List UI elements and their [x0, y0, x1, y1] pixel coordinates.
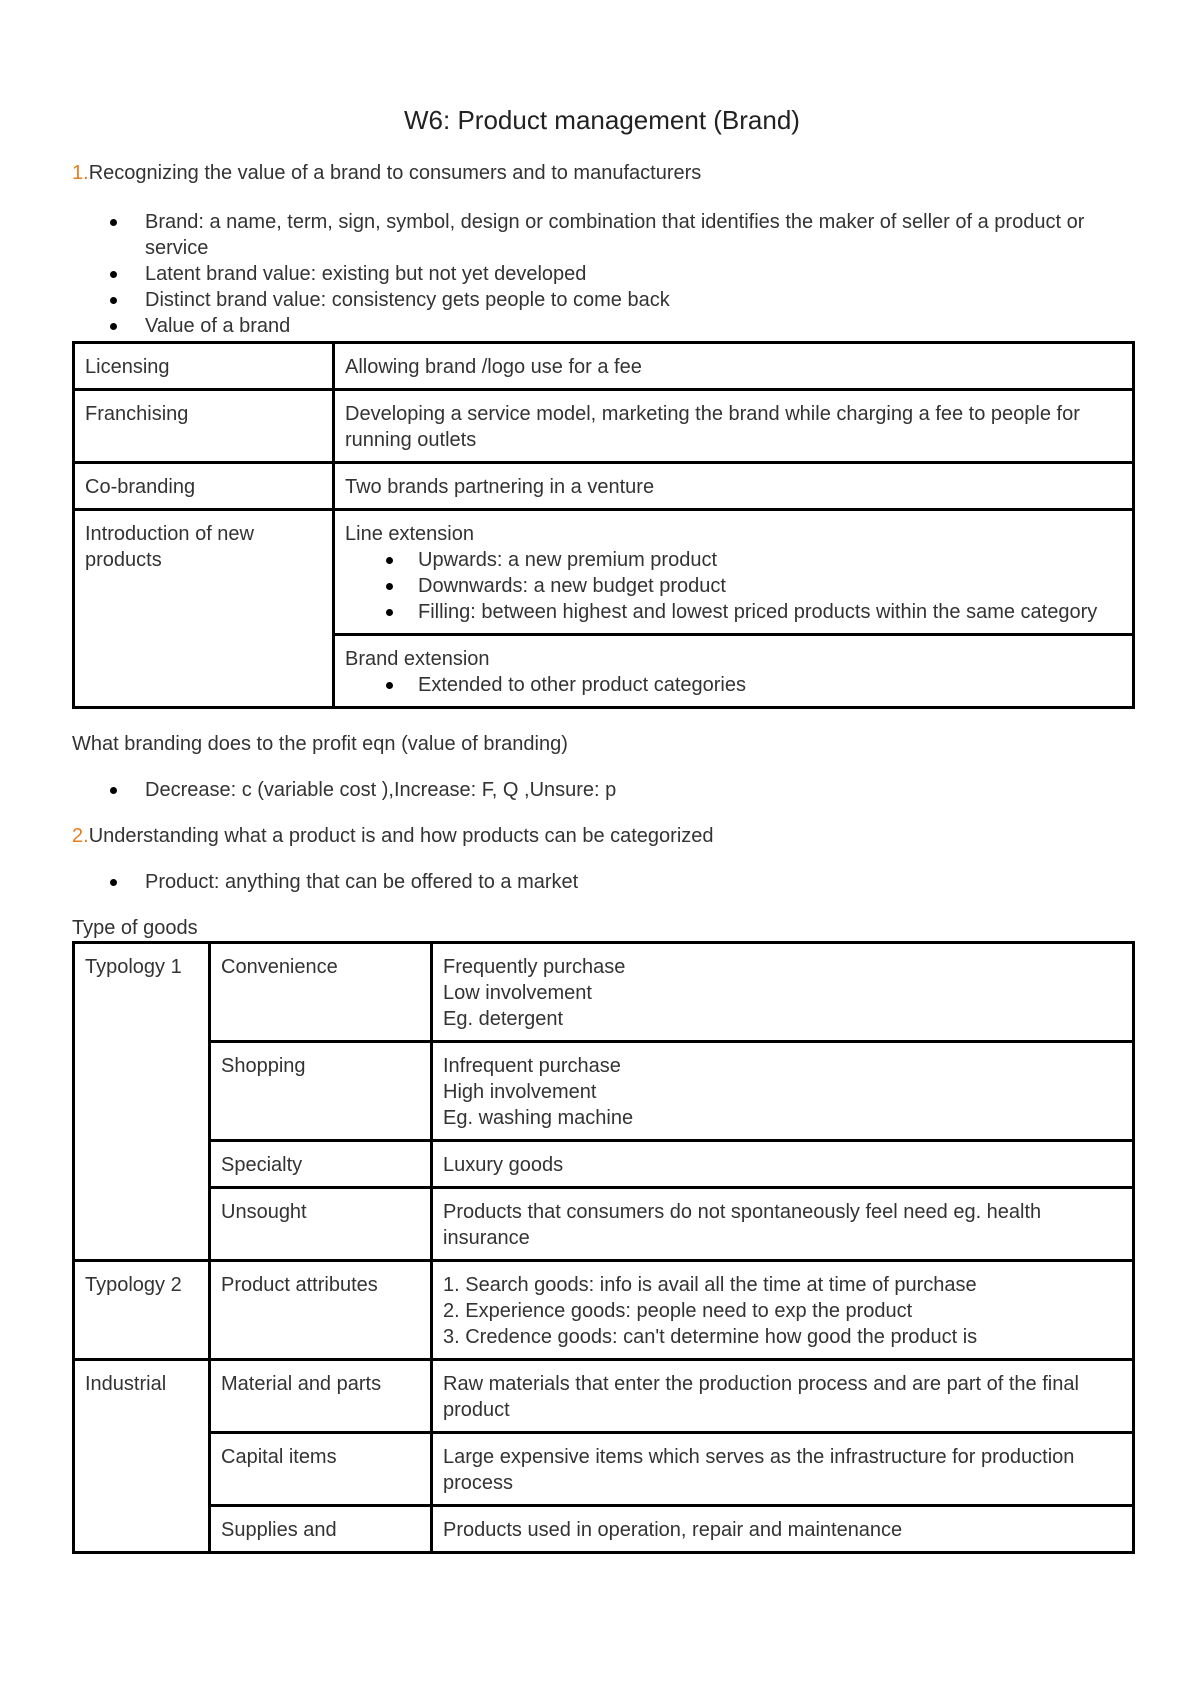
table-row: [74, 1188, 1134, 1261]
cell-line: 3. Credence goods: can't determine how good the product is: [443, 1326, 978, 1348]
list-item: Distinct brand value: consistency gets people to come back: [72, 287, 1132, 313]
cell-line: Eg. detergent: [443, 1008, 564, 1030]
line-extension-list: [345, 547, 1122, 625]
table-row: [74, 1141, 1134, 1188]
list-item: Filling: between highest and lowest priced products within the same category: [345, 599, 1122, 625]
table-row: [74, 1360, 1134, 1433]
type-of-goods-table: [72, 941, 1135, 1554]
table-cell: [334, 510, 1134, 635]
table-cell: Licensing: [74, 343, 334, 390]
table-cell: [432, 1261, 1134, 1360]
table-cell: Introduction of new products: [74, 510, 334, 708]
list-item: Upwards: a new premium product: [345, 547, 1122, 573]
table-row: [74, 943, 1134, 1042]
table-cell: Two brands partnering in a venture: [334, 463, 1134, 510]
table-row: [74, 1042, 1134, 1141]
table-cell: Typology 1: [74, 943, 210, 1261]
table-row: [74, 343, 1134, 390]
table-row: [74, 1433, 1134, 1506]
profit-bullet-list: [72, 777, 1132, 803]
cell-line: 2. Experience goods: people need to exp the product: [443, 1300, 913, 1322]
table-cell: Luxury goods: [432, 1141, 1134, 1188]
table-cell: Industrial: [74, 1360, 210, 1553]
table-row: [74, 1261, 1134, 1360]
table-cell: Typology 2: [74, 1261, 210, 1360]
product-bullet-list: [72, 869, 1132, 895]
cell-line: Eg. washing machine: [443, 1107, 634, 1129]
table-cell: Products that consumers do not spontaneously feel need eg. health insurance: [432, 1188, 1134, 1261]
table-row: [74, 463, 1134, 510]
table-cell: Franchising: [74, 390, 334, 463]
brand-extension-title: Brand extension: [345, 648, 490, 670]
table-cell: Products used in operation, repair and maintenance: [432, 1506, 1134, 1553]
table-row: [74, 1506, 1134, 1553]
list-item: Extended to other product categories: [345, 672, 1122, 698]
list-item: Decrease: c (variable cost ),Increase: F, Q ,Unsure: p: [72, 777, 1132, 803]
table-cell: Raw materials that enter the production process and are part of the final product: [432, 1360, 1134, 1433]
brand-extension-list: [345, 672, 1122, 698]
page-title: W6: Product management (Brand): [404, 105, 800, 135]
section-number: 1.: [72, 162, 89, 184]
table-cell: Specialty: [210, 1141, 432, 1188]
table-cell: [432, 1042, 1134, 1141]
table-cell: Convenience: [210, 943, 432, 1042]
line-extension-title: Line extension: [345, 523, 474, 545]
section-1-heading: [72, 160, 1132, 186]
list-item: Value of a brand: [72, 313, 1132, 339]
table-cell: Product attributes: [210, 1261, 432, 1360]
section-heading-text: Understanding what a product is and how products can be categorized: [88, 825, 714, 847]
section-number: 2.: [72, 825, 89, 847]
table-cell: Developing a service model, marketing the brand while charging a fee to people for running outlets: [334, 390, 1134, 463]
list-item: Latent brand value: existing but not yet developed: [72, 261, 1132, 287]
list-item: Brand: a name, term, sign, symbol, design or combination that identifies the maker of seller of a product or service: [72, 209, 1132, 261]
goods-caption: Type of goods: [72, 917, 198, 939]
table-cell: Unsought: [210, 1188, 432, 1261]
cell-line: Infrequent purchase: [443, 1055, 621, 1077]
table-cell: Co-branding: [74, 463, 334, 510]
cell-line: Low involvement: [443, 982, 592, 1004]
document-page: [72, 104, 1132, 1554]
cell-line: Frequently purchase: [443, 956, 626, 978]
table-cell: Supplies and: [210, 1506, 432, 1553]
table-cell: Material and parts: [210, 1360, 432, 1433]
table-row: [74, 510, 1134, 635]
table-cell: [432, 943, 1134, 1042]
list-item: Downwards: a new budget product: [345, 573, 1122, 599]
brand-value-table: [72, 341, 1135, 709]
table-cell: Allowing brand /logo use for a fee: [334, 343, 1134, 390]
list-item: Product: anything that can be offered to a market: [72, 869, 1132, 895]
table-cell: Capital items: [210, 1433, 432, 1506]
section-2-heading: [72, 823, 1132, 849]
brand-bullet-list: [72, 209, 1132, 339]
table-cell: [334, 635, 1134, 708]
cell-line: 1. Search goods: info is avail all the time at time of purchase: [443, 1274, 977, 1296]
table-row: [74, 390, 1134, 463]
cell-line: High involvement: [443, 1081, 597, 1103]
profit-paragraph: What branding does to the profit eqn (value of branding): [72, 733, 568, 755]
section-heading-text: Recognizing the value of a brand to consumers and to manufacturers: [88, 162, 702, 184]
table-cell: Large expensive items which serves as the infrastructure for production process: [432, 1433, 1134, 1506]
table-cell: Shopping: [210, 1042, 432, 1141]
